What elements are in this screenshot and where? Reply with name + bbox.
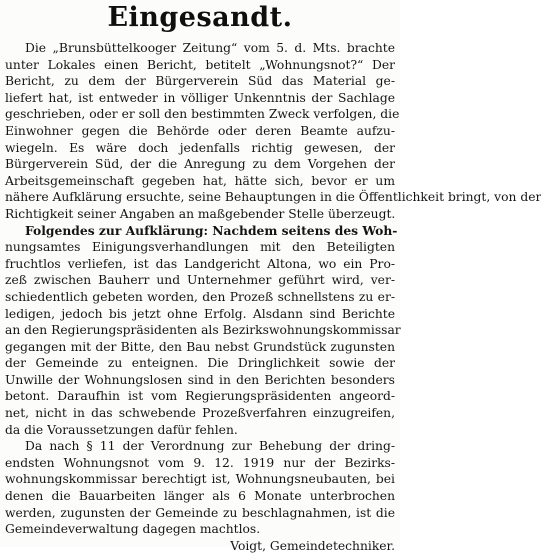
article-line: Arbeitsgemeinschaft gegeben hat, hätte sich, bevor er um	[5, 173, 395, 188]
article-line: Die „Brunsbüttelkooger Zeitung“ vom 5. d. Mts. brachte	[25, 41, 395, 55]
article-line: Unwille der Wohnungslosen sind in den Berichten besonders	[5, 372, 395, 387]
article-line: Einwohner gegen die Behörde oder deren Beamte aufzu-	[5, 123, 395, 138]
article-line: zeß zwischen Bauherr und Unternehmer geführt wird, ver-	[5, 273, 395, 288]
article-line: net, nicht in das schwebende Prozeßverfahren einzugreifen,	[5, 406, 395, 421]
article-line: betont. Daraufhin ist vom Regierungspräsidenten angeord-	[5, 389, 395, 404]
article-line: der Gemeinde zu enteignen. Die Dringlichkeit sowie der	[5, 356, 395, 371]
article-line: wiegeln. Es wäre doch jedenfalls richtig gewesen, der	[5, 140, 395, 155]
article-title: Eingesandt.	[107, 2, 293, 33]
article-line: an den Regierungspräsidenten als Bezirkswohnungskommissar	[5, 323, 401, 338]
article-line: denen die Bauarbeiten länger als 6 Monate unterbrochen	[5, 489, 395, 504]
article-line: Bürgerverein Süd, der die Anregung zu dem Vorgehen der	[5, 157, 395, 172]
article-body	[5, 40, 541, 554]
article-line: ledigen, jedoch bis jetzt ohne Erfolg. Alsdann sind Berichte	[5, 306, 395, 321]
article-line: Richtigkeit seiner Angaben an maßgebender Stelle überzeugt.	[5, 206, 396, 221]
article-line: Folgendes zur Aufklärung: Nachdem seitens des Woh-	[25, 222, 398, 238]
article-line: geschrieben, oder er soll den bestimmten Zweck verfolgen, die	[5, 107, 400, 122]
article-line: Gemeindeverwaltung dagegen machtlos.	[5, 522, 261, 537]
article-line: Da nach § 11 der Verordnung zur Behebung der dring-	[25, 439, 395, 454]
article-line: unter Lokales einen Bericht, betitelt „Wohnungsnot?“ Der	[5, 57, 395, 72]
article-line: nungsamtes Einigungsverhandlungen mit den Beteiligten	[5, 240, 395, 255]
article-line: endsten Wohnungsnot vom 9. 12. 1919 nur der Bezirks-	[5, 455, 395, 470]
article-line: da die Voraussetzungen dafür fehlen.	[5, 422, 238, 437]
article-line: wohnungskommissar berechtigt ist, Wohnungsneubauten, bei	[5, 472, 395, 487]
article-line: gegangen mit der Bitte, den Bau nebst Grundstück zugunsten	[5, 339, 395, 354]
article-line: nähere Aufklärung ersuchte, seine Behauptungen in die Öffentlichkeit bringt, von der	[5, 190, 541, 205]
article-signature: Voigt, Gemeindetechniker.	[230, 538, 395, 553]
article-line: schiedentlich gebeten worden, den Prozeß schnellstens zu er-	[5, 289, 395, 304]
article-line: liefert hat, ist entweder in völliger Unkenntnis der Sachlage	[5, 90, 395, 105]
article-line: fruchtlos verliefen, ist das Landgericht Altona, wo ein Pro-	[5, 256, 395, 271]
article-line: Bericht, zu dem der Bürgerverein Süd das Material ge-	[5, 74, 395, 89]
article-line: werden, zugunsten der Gemeinde zu beschlagnahmen, ist die	[5, 505, 395, 520]
